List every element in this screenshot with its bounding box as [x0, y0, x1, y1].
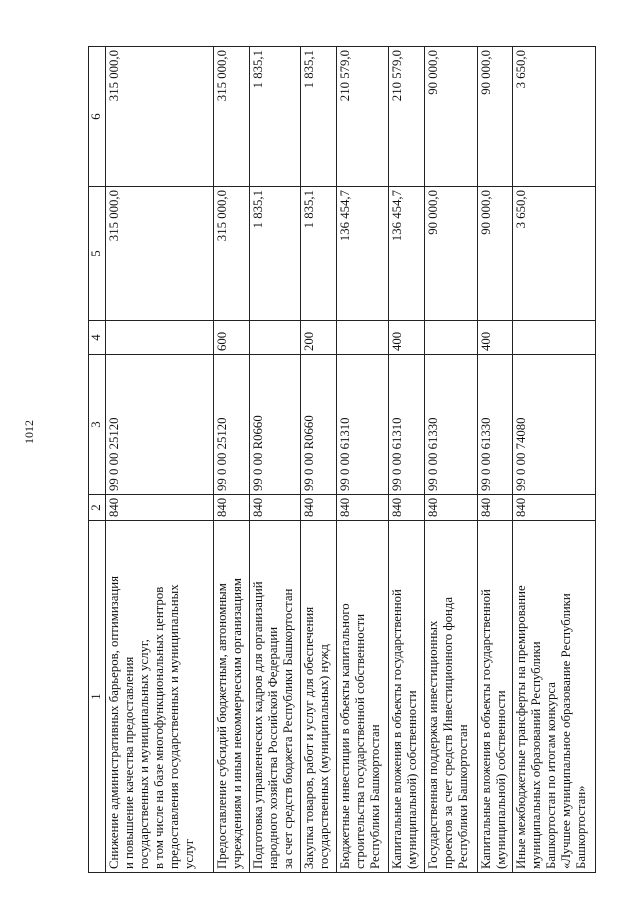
row-description: Иные межбюджетные трансферты на премирование муниципальных образований Республики Башкортостан по итогам конкурса «Лучшее муниципальное образование Республики Башкортостан» — [513, 521, 596, 873]
header-row — [89, 47, 106, 873]
row-description: Подготовка управленческих кадров для организаций народного хозяйства Российской Федерации за счет средств бюджета Республики Башкортостан — [250, 521, 301, 873]
row-expense-type: 200 — [301, 321, 337, 355]
row-amount-1: 90 000,0 — [478, 187, 513, 321]
row-description: Предоставление субсидий бюджетным, автономным учреждениям и иным некоммерческим организациям — [214, 521, 250, 873]
row-amount-1: 1 835,1 — [301, 187, 337, 321]
row-amount-1: 3 650,0 — [513, 187, 596, 321]
row-description: Снижение административных барьеров, оптимизация и повышение качества предоставления государственных и муниципальных услуг, в том числе на базе многофункциональных центров предоставления государственных и муниципальных услуг — [106, 521, 214, 873]
row-amount-1: 1 835,1 — [250, 187, 301, 321]
budget-table — [88, 46, 596, 873]
row-expense-type — [425, 321, 478, 355]
row-amount-2: 210 579,0 — [337, 47, 389, 187]
row-amount-1: 90 000,0 — [425, 187, 478, 321]
row-description: Бюджетные инвестиции в объекты капитального строительства государственной собственности Республики Башкортостан — [337, 521, 389, 873]
row-target-article: 99 0 00 61310 — [389, 355, 425, 495]
row-expense-type: 400 — [478, 321, 513, 355]
row-code-gov: 840 — [106, 495, 214, 521]
row-code-gov: 840 — [301, 495, 337, 521]
table-row — [337, 47, 389, 873]
row-amount-1: 315 000,0 — [214, 187, 250, 321]
header-col-5: 5 — [89, 187, 106, 321]
row-expense-type — [513, 321, 596, 355]
row-code-gov: 840 — [478, 495, 513, 521]
row-amount-2: 315 000,0 — [106, 47, 214, 187]
table-row — [214, 47, 250, 873]
row-expense-type — [250, 321, 301, 355]
row-code-gov: 840 — [337, 495, 389, 521]
row-expense-type — [337, 321, 389, 355]
table-row — [513, 47, 596, 873]
row-expense-type: 600 — [214, 321, 250, 355]
row-target-article: 99 0 00 25120 — [214, 355, 250, 495]
row-amount-2: 1 835,1 — [250, 47, 301, 187]
row-amount-2: 315 000,0 — [214, 47, 250, 187]
header-col-4: 4 — [89, 321, 106, 355]
row-code-gov: 840 — [389, 495, 425, 521]
row-expense-type: 400 — [389, 321, 425, 355]
row-amount-1: 315 000,0 — [106, 187, 214, 321]
row-amount-2: 3 650,0 — [513, 47, 596, 187]
header-col-1: 1 — [89, 521, 106, 873]
row-amount-2: 210 579,0 — [389, 47, 425, 187]
table-row — [478, 47, 513, 873]
row-target-article: 99 0 00 74080 — [513, 355, 596, 495]
row-description: Закупка товаров, работ и услуг для обеспечения государственных (муниципальных) нужд — [301, 521, 337, 873]
row-amount-2: 90 000,0 — [425, 47, 478, 187]
row-target-article: 99 0 00 61330 — [478, 355, 513, 495]
row-code-gov: 840 — [513, 495, 596, 521]
page-number: 1012 — [22, 420, 36, 444]
table-row — [389, 47, 425, 873]
header-col-2: 2 — [89, 495, 106, 521]
row-description: Капитальные вложения в объекты государственной (муниципальной) собственности — [478, 521, 513, 873]
row-code-gov: 840 — [214, 495, 250, 521]
row-target-article: 99 0 00 R0660 — [250, 355, 301, 495]
table-row — [425, 47, 478, 873]
row-amount-1: 136 454,7 — [337, 187, 389, 321]
row-code-gov: 840 — [425, 495, 478, 521]
row-description: Капитальные вложения в объекты государственной (муниципальной) собственности — [389, 521, 425, 873]
row-target-article: 99 0 00 25120 — [106, 355, 214, 495]
table-row — [301, 47, 337, 873]
row-code-gov: 840 — [250, 495, 301, 521]
table-row — [106, 47, 214, 873]
row-target-article: 99 0 00 R0660 — [301, 355, 337, 495]
row-description: Государственная поддержка инвестиционных проектов за счет средств Инвестиционного фонда Республики Башкортостан — [425, 521, 478, 873]
header-col-3: 3 — [89, 355, 106, 495]
rotated-table-sheet — [88, 47, 588, 873]
row-target-article: 99 0 00 61310 — [337, 355, 389, 495]
row-amount-1: 136 454,7 — [389, 187, 425, 321]
header-col-6: 6 — [89, 47, 106, 187]
row-target-article: 99 0 00 61330 — [425, 355, 478, 495]
row-amount-2: 1 835,1 — [301, 47, 337, 187]
row-amount-2: 90 000,0 — [478, 47, 513, 187]
table-row — [250, 47, 301, 873]
row-expense-type — [106, 321, 214, 355]
